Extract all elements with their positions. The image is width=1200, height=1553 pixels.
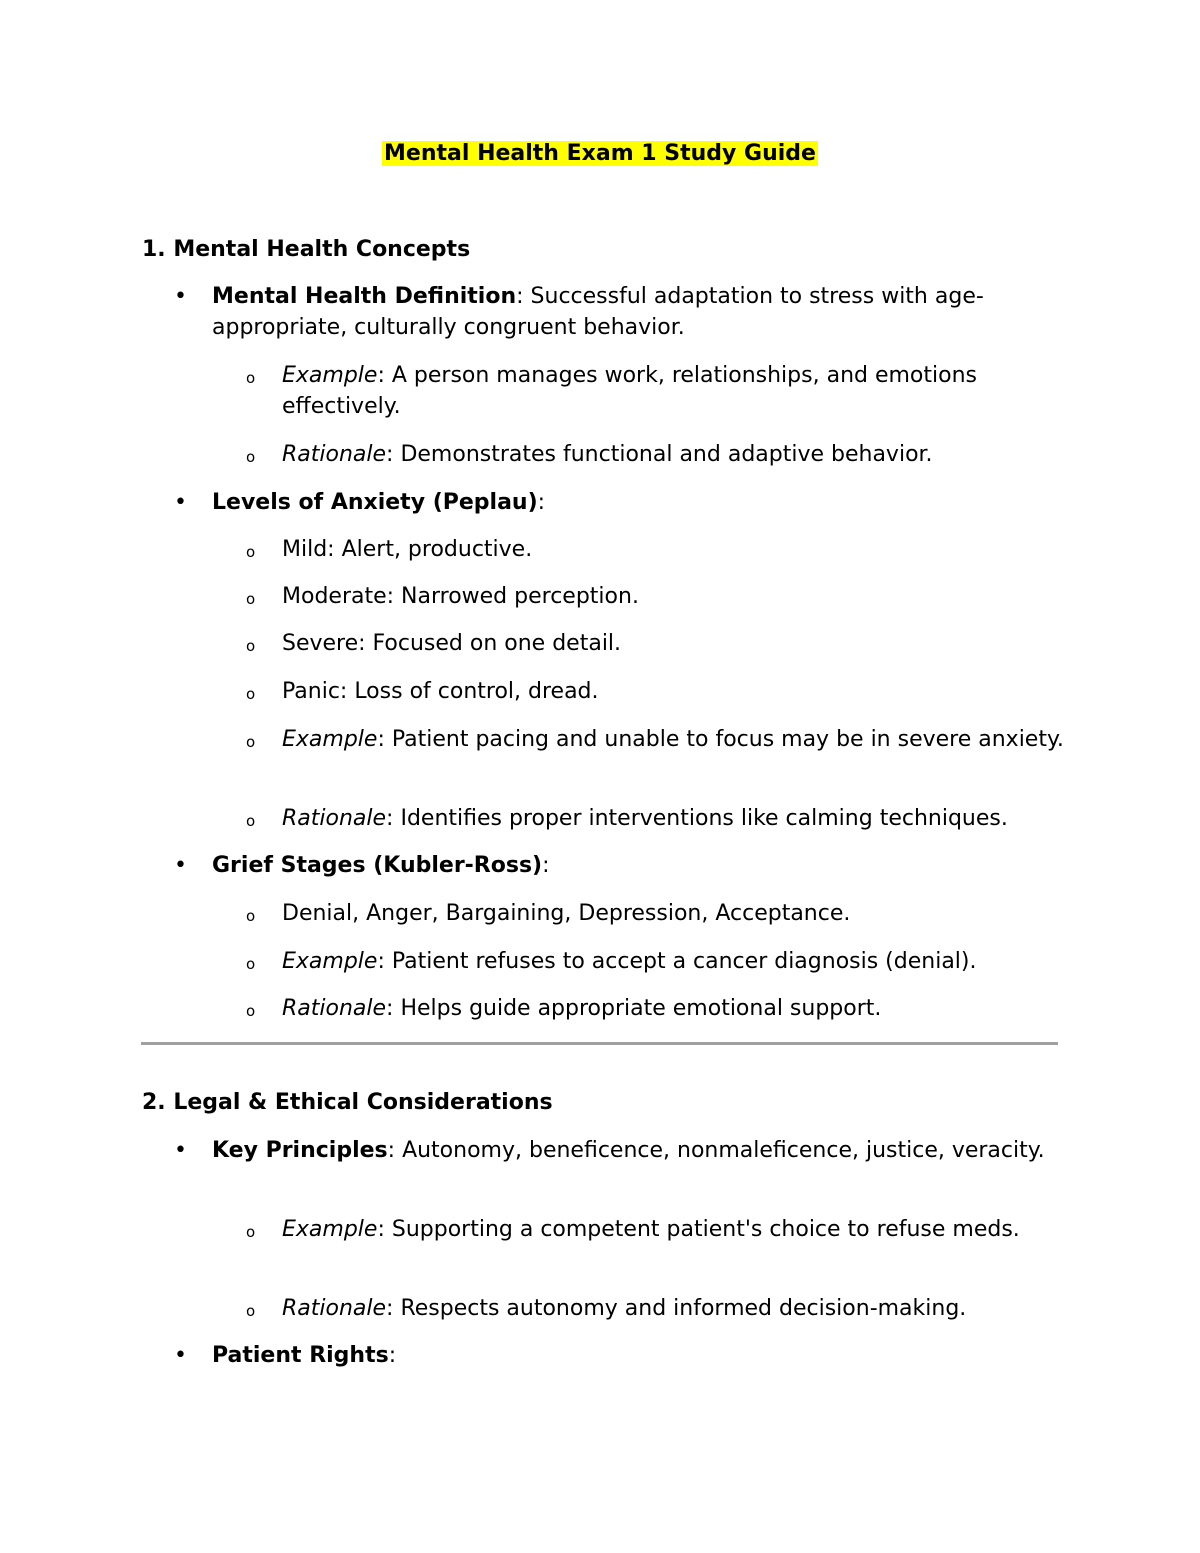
sub-anxiety-rationale [282,803,1072,834]
horizontal-divider [141,1042,1058,1045]
term-patient-rights: Patient Rights [212,1343,389,1368]
rationale-text: : Demonstrates functional and adaptive behavior. [386,442,933,467]
document-title: Mental Health Exam 1 Study Guide [384,141,816,166]
bullet-patient-rights [212,1340,1072,1371]
sub-principles-rationale [282,1293,1072,1324]
rationale-text: : Helps guide appropriate emotional support. [386,996,882,1021]
definition-text: Successful adaptation to stress with age-appropriate, culturally congruent behavior. [212,284,984,340]
bullet-levels-of-anxiety [212,487,1072,518]
term-key-principles: Key Principles [212,1138,388,1163]
sub-anxiety-mild: o Mild: Alert, productive. [282,534,1072,565]
example-label: Example [282,727,378,752]
rationale-text: : Identifies proper interventions like calming techniques. [386,806,1008,831]
example-text: : Patient pacing and unable to focus may be in severe anxiety. [377,727,1064,752]
term-mental-health-definition: Mental Health Definition [212,284,517,309]
example-text: : Patient refuses to accept a cancer diagnosis (denial). [377,949,977,974]
section-heading-mental-health-concepts: 1. Mental Health Concepts [142,237,471,262]
colon: : [388,1343,397,1368]
sub-principles-example [282,1214,1072,1245]
sub-grief-example [282,946,1072,977]
rationale-label: Rationale [282,1296,387,1321]
example-label: Example [282,363,378,388]
rationale-label: Rationale [282,806,387,831]
rationale-label: Rationale [282,996,387,1021]
term-levels-of-anxiety: Levels of Anxiety (Peplau) [212,490,538,515]
sub-anxiety-example [282,724,1072,755]
section-heading-legal-ethical: 2. Legal & Ethical Considerations [142,1090,553,1115]
sub-anxiety-panic: o Panic: Loss of control, dread. [282,676,1072,707]
sub-grief-rationale [282,993,1072,1024]
colon: : [542,853,550,878]
sub-anxiety-severe: o Severe: Focused on one detail. [282,628,1072,659]
colon: : [516,284,531,309]
term-grief-stages: Grief Stages (Kubler-Ross) [212,853,543,878]
rationale-label: Rationale [282,442,387,467]
colon: : [387,1138,403,1163]
colon: : [537,490,546,515]
bullet-key-principles [212,1135,1072,1166]
rationale-text: : Respects autonomy and informed decision-making. [386,1296,967,1321]
example-label: Example [282,949,378,974]
sub-grief-stages-list: o Denial, Anger, Bargaining, Depression, Acceptance. [282,898,1072,929]
bullet-grief-stages [212,850,1072,881]
example-text: : A person manages work, relationships, and emotions effectively. [282,363,977,419]
bullet-mental-health-definition [212,281,1072,343]
principles-text: Autonomy, beneficence, nonmaleficence, justice, veracity. [402,1138,1045,1163]
sub-anxiety-moderate: o Moderate: Narrowed perception. [282,581,1072,612]
example-text: : Supporting a competent patient's choice to refuse meds. [377,1217,1020,1242]
sub-definition-rationale [282,439,1072,470]
sub-definition-example [282,360,1072,422]
example-label: Example [282,1217,378,1242]
title-row [0,138,1200,170]
